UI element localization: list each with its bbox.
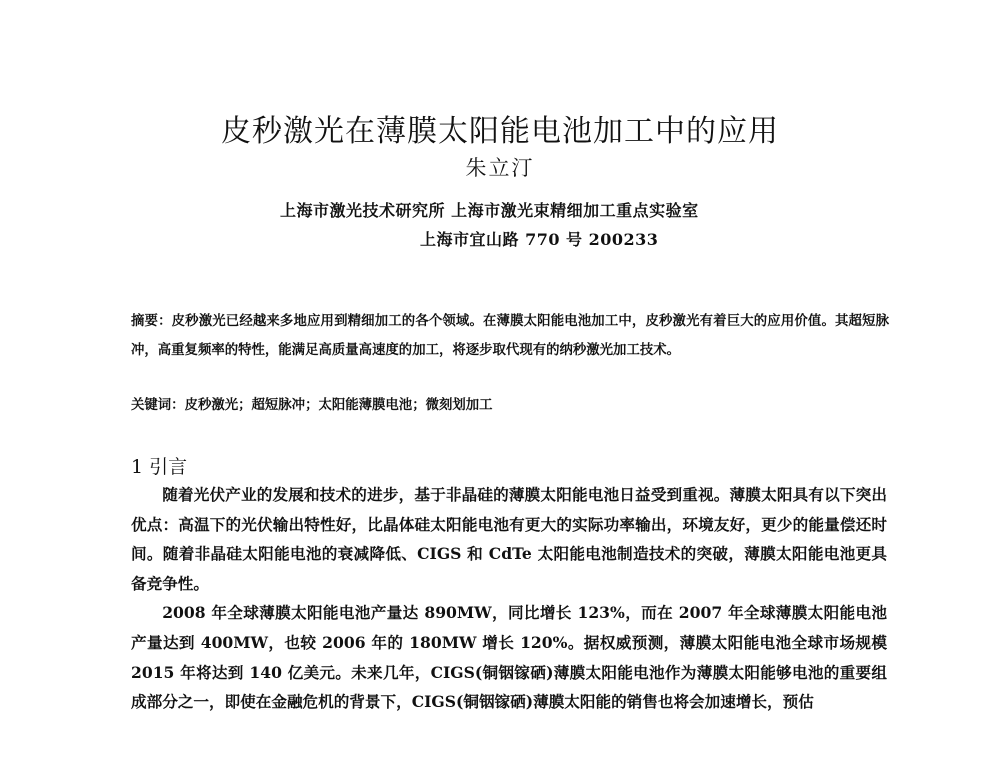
affiliation-line-2: 上海市宜山路 770 号 200233 — [420, 230, 659, 249]
body-paragraph-1: 随着光伏产业的发展和技术的进步，基于非晶硅的薄膜太阳能电池日益受到重视。薄膜太阳具有以下突出优点：高温下的光伏输出特性好，比晶体硅太阳能电池有更大的实际功率输出，环境友好，更少的能量偿还时间。随着非晶硅太阳能电池的衰减降低、CIGS 和 CdTe 太阳能电池制造技术的突破，薄膜太阳能电池更具备竞争性。 — [131, 485, 887, 593]
paper-title: 皮秒激光在薄膜太阳能电池加工中的应用 — [221, 114, 779, 150]
section-body-introduction — [131, 480, 887, 717]
keywords-label: 关键词： — [131, 397, 185, 413]
section-heading-introduction: 1 引言 — [131, 456, 188, 478]
keywords-text: 皮秒激光；超短脉冲；太阳能薄膜电池；微刻划加工 — [184, 397, 493, 413]
keywords — [131, 394, 891, 413]
body-paragraph-2: 2008 年全球薄膜太阳能电池产量达 890MW，同比增长 123%，而在 2007 年全球薄膜太阳能电池产量达到 400MW，也较 2006 年的 180MW 增长 120%。据权威预测，薄膜太阳能电池全球市场规模 2015 年将达到 140 亿美元。未来几年，CIGS(铜铟镓硒)薄膜太阳能电池作为薄膜太阳能够电池的重要组成部分之一，即使在金融危机的背景下，CIGS(铜铟镓硒)薄膜太阳能的销售也将会加速增长，预估 — [131, 603, 887, 712]
abstract — [131, 307, 889, 365]
affiliation-line-1: 上海市激光技术研究所 上海市激光束精细加工重点实验室 — [280, 201, 699, 220]
author-name: 朱立汀 — [465, 156, 535, 180]
abstract-label: 摘要： — [131, 313, 172, 329]
abstract-text: 皮秒激光已经越来多地应用到精细加工的各个领域。在薄膜太阳能电池加工中，皮秒激光有着巨大的应用价值。其超短脉冲，高重复频率的特性，能满足高质量高速度的加工，将逐步取代现有的纳秒激光加工技术。 — [131, 313, 890, 358]
